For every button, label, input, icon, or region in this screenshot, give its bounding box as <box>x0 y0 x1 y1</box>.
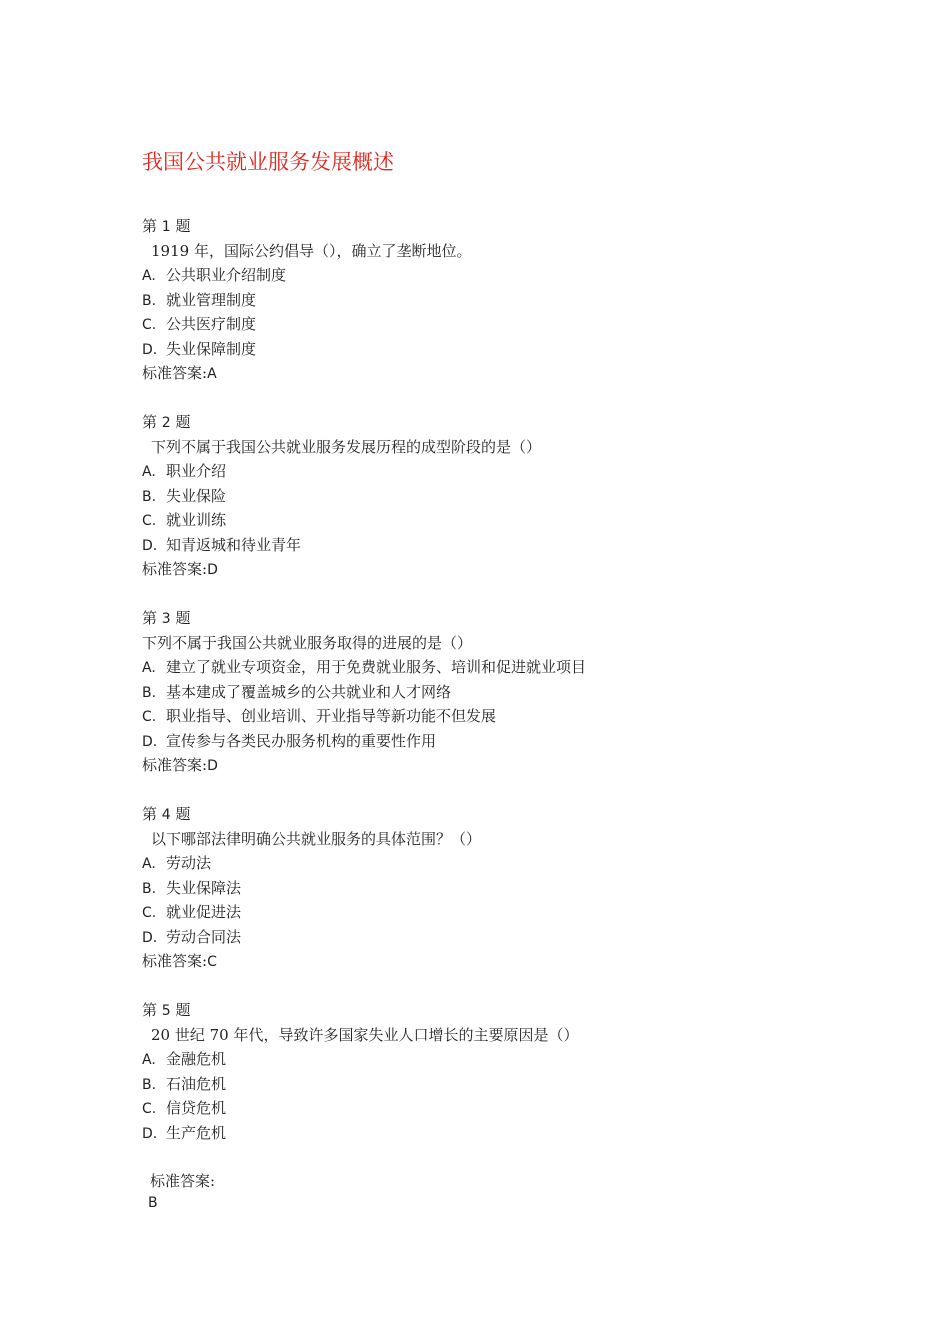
question-number: 3 <box>161 611 171 627</box>
question-1 <box>142 214 862 386</box>
answer-label: 标准答案: <box>142 756 208 774</box>
option-c <box>142 900 862 925</box>
option-c <box>142 704 862 729</box>
option-text: 就业管理制度 <box>166 290 257 309</box>
question-header-prefix: 第 <box>142 805 162 823</box>
question-header <box>142 998 862 1023</box>
answer-value: D <box>207 562 218 578</box>
question-stem: 下列不属于我国公共就业服务取得的进展的是（） <box>142 633 473 652</box>
option-text: 公共职业介绍制度 <box>166 266 287 284</box>
option-text: 信贷危机 <box>166 1099 227 1117</box>
question-header-suffix: 题 <box>170 609 191 627</box>
option-text: 建立了就业专项资金，用于免费就业服务、培训和促进就业项目 <box>166 658 587 676</box>
standard-answer <box>142 361 862 386</box>
option-letter: D. <box>142 733 158 750</box>
option-letter: C. <box>142 1101 157 1117</box>
question-header <box>142 214 862 239</box>
question-header-suffix: 题 <box>170 1001 191 1019</box>
question-header-prefix: 第 <box>142 217 162 235</box>
option-c <box>142 312 862 337</box>
standard-answer <box>142 753 862 778</box>
standard-answer <box>150 1170 215 1214</box>
option-c <box>142 508 862 533</box>
option-text: 公共医疗制度 <box>166 315 257 333</box>
question-number: 1 <box>161 219 171 235</box>
option-letter: A. <box>142 464 156 480</box>
answer-value: C <box>207 954 217 970</box>
option-b <box>142 876 862 901</box>
option-text: 失业保障法 <box>166 878 242 897</box>
question-header <box>142 410 862 435</box>
option-letter: B. <box>142 488 157 505</box>
option-a <box>142 263 862 288</box>
question-4 <box>142 802 862 974</box>
question-number: 5 <box>161 1003 171 1019</box>
option-b <box>142 484 862 509</box>
question-number: 4 <box>161 807 171 823</box>
option-letter: C. <box>142 905 157 921</box>
option-letter: A. <box>142 1052 156 1068</box>
option-text: 就业训练 <box>166 511 227 529</box>
option-b <box>142 1072 862 1097</box>
option-text: 劳动法 <box>166 854 212 872</box>
question-header-suffix: 题 <box>170 413 191 431</box>
option-letter: A. <box>142 856 156 872</box>
page-title: 我国公共就业服务发展概述 <box>142 150 394 174</box>
option-letter: C. <box>142 317 157 333</box>
option-letter: D. <box>142 1125 158 1142</box>
option-text: 职业指导、创业培训、开业指导等新功能不但发展 <box>166 707 497 725</box>
option-text: 失业保险 <box>166 486 227 505</box>
option-text: 石油危机 <box>166 1074 227 1093</box>
answer-label: 标准答案: <box>142 560 208 578</box>
option-d <box>142 729 862 754</box>
option-letter: D. <box>142 537 158 554</box>
option-text: 知青返城和待业青年 <box>166 535 302 554</box>
question-stem: 20 世纪 70 年代，导致许多国家失业人口增长的主要原因是（） <box>151 1025 579 1044</box>
option-letter: A. <box>142 268 156 284</box>
question-number: 2 <box>161 415 171 431</box>
option-text: 宣传参与各类民办服务机构的重要性作用 <box>166 731 437 750</box>
question-2 <box>142 410 862 582</box>
option-text: 职业介绍 <box>166 462 227 480</box>
question-header <box>142 802 862 827</box>
answer-value: D <box>207 758 218 774</box>
option-letter: D. <box>142 341 158 358</box>
option-d <box>142 925 862 950</box>
answer-label: 标准答案: <box>150 1172 216 1190</box>
standard-answer <box>142 949 862 974</box>
option-b <box>142 680 862 705</box>
question-header-prefix: 第 <box>142 609 162 627</box>
question-header-prefix: 第 <box>142 413 162 431</box>
option-d <box>142 337 862 362</box>
option-text: 失业保障制度 <box>166 339 257 358</box>
question-header-prefix: 第 <box>142 1001 162 1019</box>
option-letter: B. <box>142 880 157 897</box>
question-stem: 1919 年，国际公约倡导（），确立了垄断地位。 <box>151 241 472 260</box>
answer-value: B <box>148 1195 158 1211</box>
option-a <box>142 1047 862 1072</box>
option-letter: C. <box>142 709 157 725</box>
option-d <box>142 1121 862 1146</box>
option-a <box>142 851 862 876</box>
option-text: 劳动合同法 <box>166 927 242 946</box>
question-5 <box>142 998 862 1145</box>
option-d <box>142 533 862 558</box>
option-c <box>142 1096 862 1121</box>
option-a <box>142 655 862 680</box>
option-letter: B. <box>142 684 157 701</box>
question-header-suffix: 题 <box>170 217 191 235</box>
option-b <box>142 288 862 313</box>
option-letter: D. <box>142 929 158 946</box>
option-letter: C. <box>142 513 157 529</box>
answer-value: A <box>207 366 217 382</box>
question-3 <box>142 606 862 778</box>
option-letter: B. <box>142 1076 157 1093</box>
question-stem: 下列不属于我国公共就业服务发展历程的成型阶段的是（） <box>151 437 542 456</box>
standard-answer <box>142 557 862 582</box>
question-stem: 以下哪部法律明确公共就业服务的具体范围？（） <box>151 829 482 848</box>
option-a <box>142 459 862 484</box>
option-text: 基本建成了覆盖城乡的公共就业和人才网络 <box>166 682 452 701</box>
question-header-suffix: 题 <box>170 805 191 823</box>
answer-label: 标准答案: <box>142 952 208 970</box>
option-text: 生产危机 <box>166 1123 227 1142</box>
option-letter: B. <box>142 292 157 309</box>
option-letter: A. <box>142 660 156 676</box>
question-header <box>142 606 862 631</box>
question-list <box>142 214 862 1170</box>
option-text: 就业促进法 <box>166 903 242 921</box>
option-text: 金融危机 <box>166 1050 227 1068</box>
answer-label: 标准答案: <box>142 364 208 382</box>
